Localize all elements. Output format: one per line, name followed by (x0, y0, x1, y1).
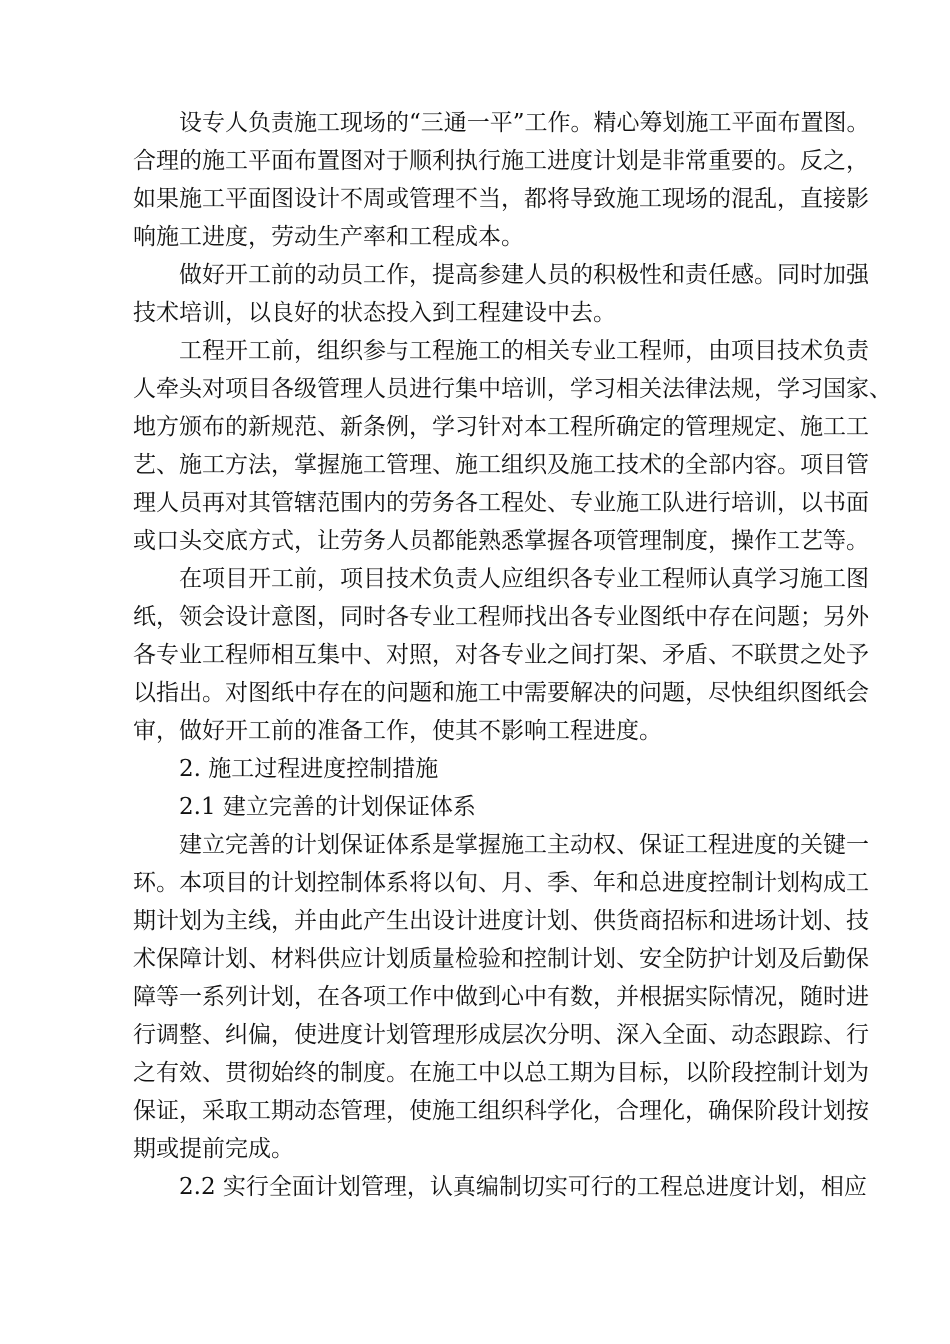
paragraph-line: 之有效、贯彻始终的制度。在施工中以总工期为目标，以阶段控制计划为 (133, 1060, 869, 1086)
paragraph-line: 地方颁布的新规范、新条例，学习针对本工程所确定的管理规定、施工工 (133, 414, 869, 440)
paragraph-line: 纸，领会设计意图，同时各专业工程师找出各专业图纸中存在问题；另外 (133, 604, 869, 630)
subsection-heading: 2.1 建立完善的计划保证体系 (179, 794, 476, 820)
paragraph-line: 做好开工前的动员工作，提高参建人员的积极性和责任感。同时加强 (179, 262, 869, 288)
paragraph-line: 障等一系列计划，在各项工作中做到心中有数，并根据实际情况，随时进 (133, 984, 869, 1010)
paragraph-line: 环。本项目的计划控制体系将以旬、月、季、年和总进度控制计划构成工 (133, 870, 869, 896)
paragraph-line: 建立完善的计划保证体系是掌握施工主动权、保证工程进度的关键一 (179, 832, 869, 858)
paragraph-line: 技术培训，以良好的状态投入到工程建设中去。 (133, 300, 616, 326)
subsection-heading: 2.2 实行全面计划管理，认真编制切实可行的工程总进度计划，相应 (179, 1174, 867, 1200)
paragraph-line: 或口头交底方式，让劳务人员都能熟悉掌握各项管理制度，操作工艺等。 (133, 528, 869, 554)
paragraph-line: 如果施工平面图设计不周或管理不当，都将导致施工现场的混乱，直接影 (133, 186, 869, 212)
paragraph-line: 响施工进度，劳动生产率和工程成本。 (133, 224, 524, 250)
paragraph-line: 期或提前完成。 (133, 1136, 294, 1162)
paragraph-line: 术保障计划、材料供应计划质量检验和控制计划、安全防护计划及后勤保 (133, 946, 869, 972)
section-heading: 2. 施工过程进度控制措施 (179, 756, 439, 782)
paragraph-line: 行调整、纠偏，使进度计划管理形成层次分明、深入全面、动态跟踪、行 (133, 1022, 869, 1048)
paragraph-line: 在项目开工前，项目技术负责人应组织各专业工程师认真学习施工图 (179, 566, 869, 592)
paragraph-line: 设专人负责施工现场的“三通一平”工作。精心筹划施工平面布置图。 (179, 110, 870, 136)
paragraph-line: 人牵头对项目各级管理人员进行集中培训，学习相关法律法规，学习国家、 (133, 376, 892, 402)
paragraph-line: 期计划为主线，并由此产生出设计进度计划、供货商招标和进场计划、技 (133, 908, 869, 934)
paragraph-line: 合理的施工平面布置图对于顺利执行施工进度计划是非常重要的。反之， (133, 148, 869, 174)
paragraph-line: 各专业工程师相互集中、对照，对各专业之间打架、矛盾、不联贯之处予 (133, 642, 869, 668)
paragraph-line: 保证，采取工期动态管理，使施工组织科学化，合理化，确保阶段计划按 (133, 1098, 869, 1124)
paragraph-line: 以指出。对图纸中存在的问题和施工中需要解决的问题，尽快组织图纸会 (133, 680, 869, 706)
paragraph-line: 艺、施工方法，掌握施工管理、施工组织及施工技术的全部内容。项目管 (133, 452, 869, 478)
paragraph-line: 工程开工前，组织参与工程施工的相关专业工程师，由项目技术负责 (179, 338, 869, 364)
paragraph-line: 理人员再对其管辖范围内的劳务各工程处、专业施工队进行培训，以书面 (133, 490, 869, 516)
body-text (133, 104, 892, 1206)
paragraph-line: 审，做好开工前的准备工作，使其不影响工程进度。 (133, 718, 662, 744)
